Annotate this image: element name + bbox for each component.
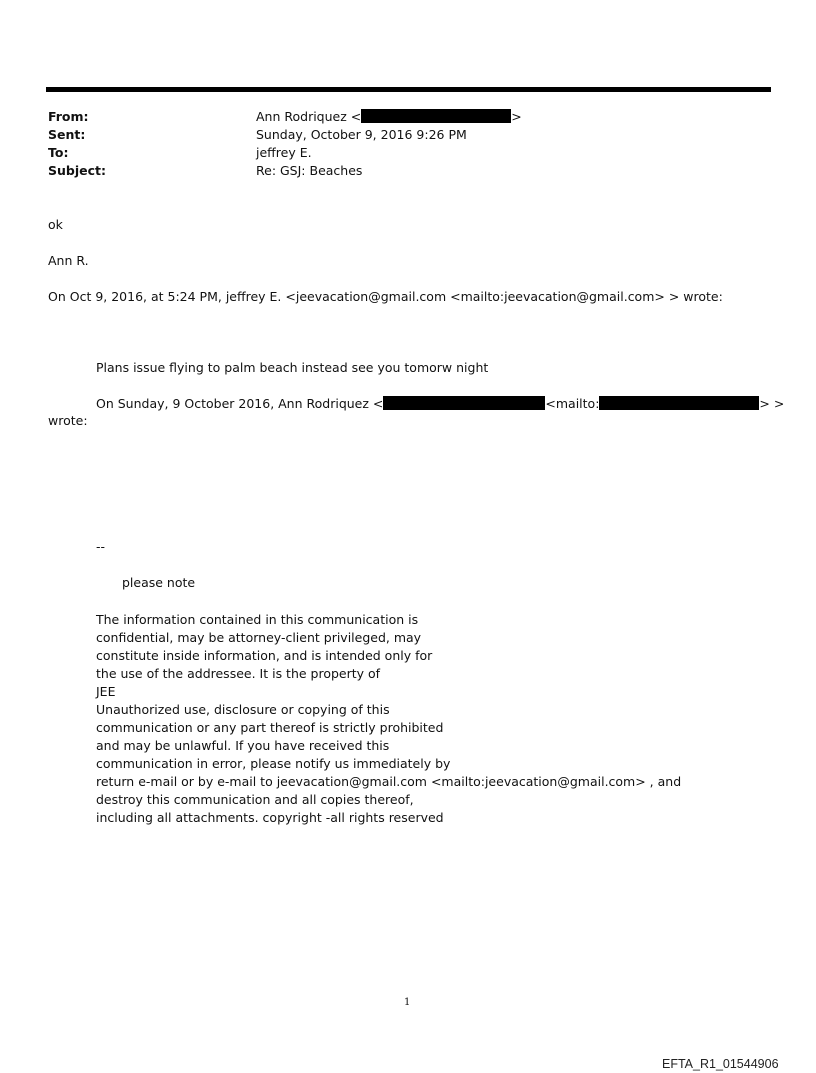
- bates-number: EFTA_R1_01544906: [662, 1057, 779, 1071]
- from-label: From:: [48, 109, 89, 124]
- nested-quote-mailto: <mailto:: [545, 396, 600, 411]
- from-value: [256, 109, 522, 124]
- nested-quote-prefix: On Sunday, 9 October 2016, Ann Rodriquez <: [96, 396, 384, 411]
- from-name: Ann Rodriquez <: [256, 109, 362, 124]
- disclaimer-line: including all attachments. copyright -all rights reserved: [96, 810, 444, 825]
- to-value: jeffrey E.: [256, 145, 312, 160]
- subject-value: Re: GSJ: Beaches: [256, 163, 363, 178]
- sent-label: Sent:: [48, 127, 86, 142]
- signature-separator: --: [96, 539, 106, 554]
- nested-quote-wrote: wrote:: [48, 413, 88, 428]
- please-note: please note: [122, 575, 196, 590]
- redaction-box: [383, 396, 545, 410]
- disclaimer-line: JEE: [96, 684, 116, 699]
- sent-value: Sunday, October 9, 2016 9:26 PM: [256, 127, 467, 142]
- disclaimer-line: destroy this communication and all copies thereof,: [96, 792, 414, 807]
- disclaimer-line: communication or any part thereof is strictly prohibited: [96, 720, 444, 735]
- signature: Ann R.: [48, 253, 89, 268]
- disclaimer-line: constitute inside information, and is intended only for: [96, 648, 433, 663]
- to-label: To:: [48, 145, 69, 160]
- reply-text: ok: [48, 217, 63, 232]
- disclaimer-line: return e-mail or by e-mail to jeevacation@gmail.com <mailto:jeevacation@gmail.com> , and: [96, 774, 682, 789]
- disclaimer-line: The information contained in this communication is: [96, 612, 419, 627]
- disclaimer-line: the use of the addressee. It is the property of: [96, 666, 381, 681]
- page-number: 1: [404, 997, 411, 1008]
- subject-label: Subject:: [48, 163, 106, 178]
- header-rule: [46, 87, 771, 92]
- quoted-message: Plans issue flying to palm beach instead see you tomorw night: [96, 360, 489, 375]
- disclaimer-line: confidential, may be attorney-client privileged, may: [96, 630, 422, 645]
- quote-header: On Oct 9, 2016, at 5:24 PM, jeffrey E. <jeevacation@gmail.com <mailto:jeevacation@gmail.com> > wrote:: [48, 289, 723, 304]
- redaction-box: [361, 109, 511, 123]
- disclaimer: [96, 611, 681, 827]
- disclaimer-line: communication in error, please notify us immediately by: [96, 756, 451, 771]
- disclaimer-line: Unauthorized use, disclosure or copying of this: [96, 702, 390, 717]
- from-close: >: [511, 109, 522, 124]
- disclaimer-line: and may be unlawful. If you have received this: [96, 738, 390, 753]
- nested-quote-header: [96, 396, 784, 411]
- redaction-box: [599, 396, 759, 410]
- nested-quote-close: > >: [759, 396, 785, 411]
